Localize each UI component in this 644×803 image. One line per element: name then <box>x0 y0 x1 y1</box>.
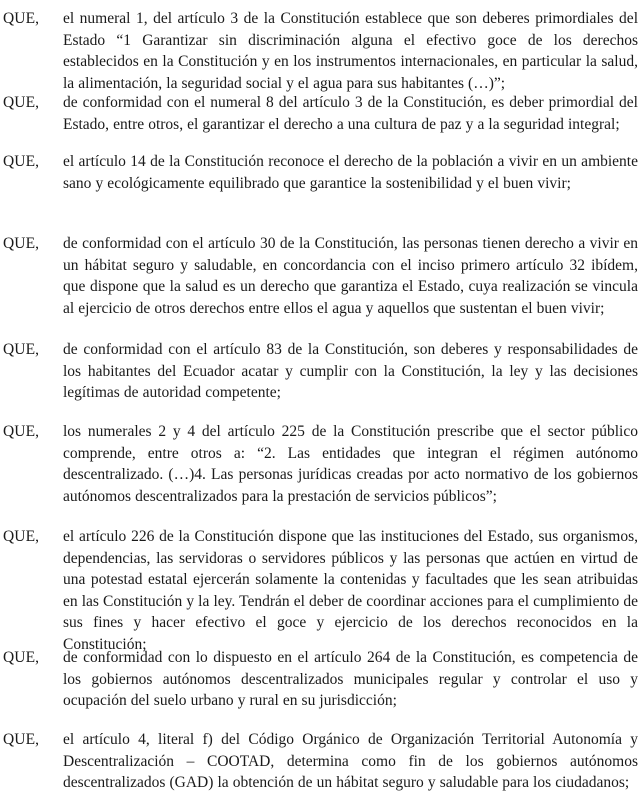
clause-text: los numerales 2 y 4 del artículo 225 de la Constitución prescribe que el sector público comprende, entre otros a: “2. Las entidades que integran el régimen autónomo descentralizado. (…)4. Las personas jurídicas creadas por acto normativo de los gobiernos autónomos descentralizados para la prestación de servicios públicos”; <box>63 423 638 505</box>
clause-text: de conformidad con el artículo 83 de la Constitución, son deberes y responsabilidades de los habitantes del Ecuador acatar y cumplir con la Constitución, la ley y las decisiones legítimas de autoridad competente; <box>63 341 638 401</box>
clause-label: QUE, <box>3 10 40 27</box>
clause-text: el artículo 4, literal f) del Código Orgánico de Organización Territorial Autonomía y Descentralización – COOTAD, determina como fin de los gobiernos autónomos descentralizados (GAD) la obtención de un hábitat seguro y saludable para los ciudadanos; <box>63 731 638 791</box>
clause-text: el artículo 226 de la Constitución dispone que las instituciones del Estado, sus organismos, dependencias, las servidoras o servidores públicos y las personas que actúen en virtud de una potestad estatal ejercerán solamente la contenidas y facultades que les sean atribuidas en las Constitución y la ley. Tendrán el deber de coordinar acciones para el cumplimiento de sus fines y hacer efectivo el goce y ejercicio de los derechos reconocidos en la Constitución; <box>63 528 638 653</box>
clause-label: QUE, <box>3 649 40 666</box>
clause-text: de conformidad con lo dispuesto en el artículo 264 de la Constitución, es competencia de los gobiernos autónomos descentralizados municipales regular y controlar el uso y ocupación del suelo urbano y rural en su jurisdicción; <box>63 649 638 709</box>
clause-text: de conformidad con el artículo 30 de la Constitución, las personas tienen derecho a vivir en un hábitat seguro y saludable, en concordancia con el inciso primero artículo 32 ibídem, que dispone que la salud es un derecho que garantiza el Estado, cuya realización se vincula al ejercicio de otros derechos entre ellos el agua y aquellos que sustentan el buen vivir; <box>63 235 638 317</box>
clause-label: QUE, <box>3 94 40 111</box>
clause-label: QUE, <box>3 153 40 170</box>
clause-text: el numeral 1, del artículo 3 de la Constitución establece que son deberes primordiales del Estado “1 Garantizar sin discriminación alguna el efectivo goce de los derechos establecidos en la Constitución y en los instrumentos internacionales, en particular la salud, la alimentación, la seguridad social y el agua para sus habitantes (…)”; <box>63 10 638 92</box>
clause-label: QUE, <box>3 731 40 748</box>
clause-text: de conformidad con el numeral 8 del artículo 3 de la Constitución, es deber primordial del Estado, entre otros, el garantizar el derecho a una cultura de paz y a la seguridad integral; <box>63 94 638 133</box>
clause-label: QUE, <box>3 423 40 440</box>
clause-label: QUE, <box>3 341 40 358</box>
clause-label: QUE, <box>3 235 40 252</box>
clause-text: el artículo 14 de la Constitución reconoce el derecho de la población a vivir en un ambiente sano y ecológicamente equilibrado que garantice la sostenibilidad y el buen vivir; <box>63 153 638 192</box>
clause-label: QUE, <box>3 528 40 545</box>
